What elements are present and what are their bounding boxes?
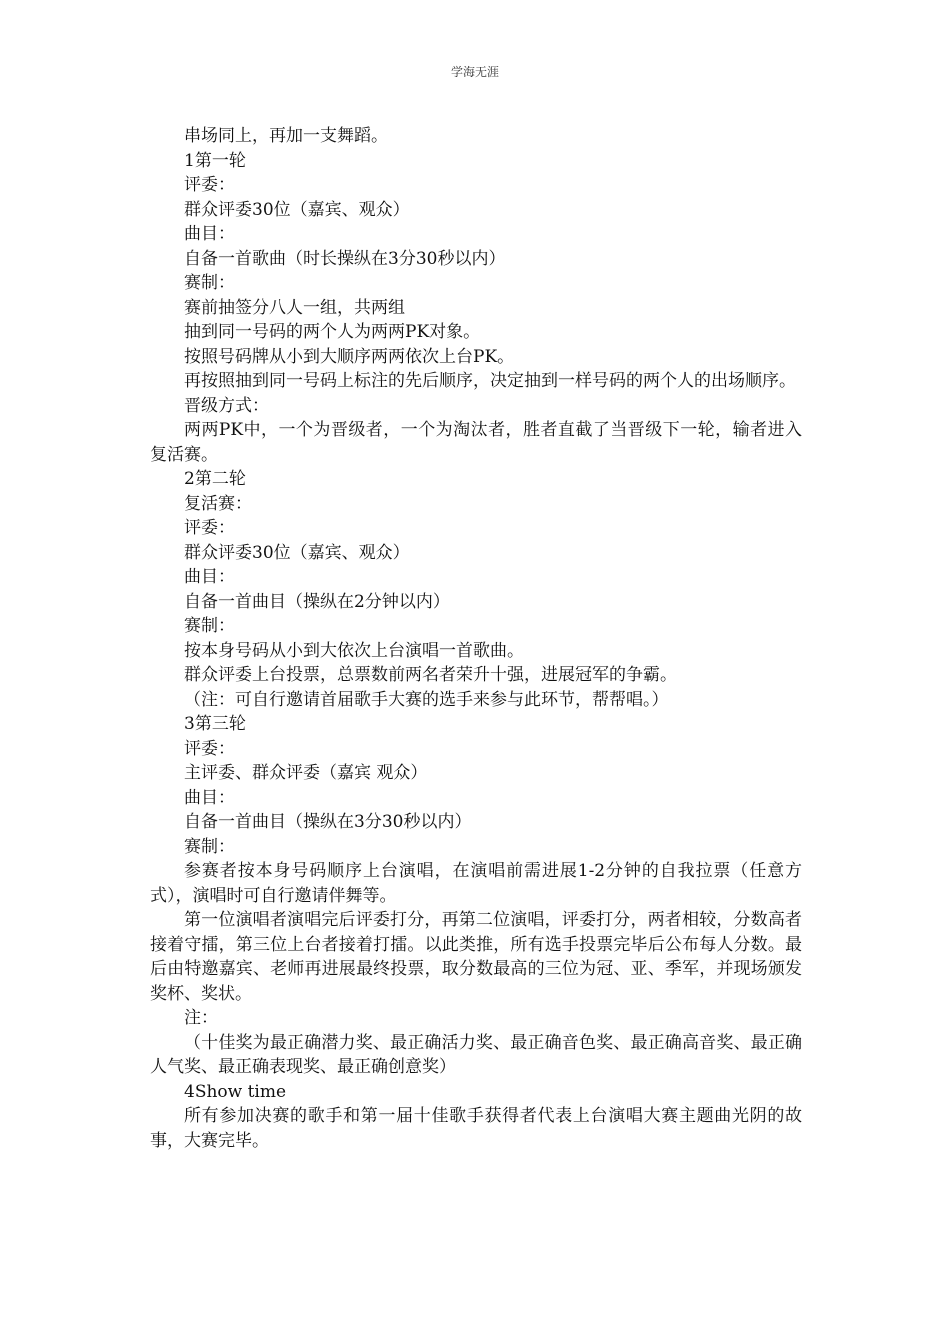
paragraph: 注： [184, 1008, 218, 1028]
section-heading-round-2: 2第二轮 [184, 469, 246, 489]
paragraph: 自备一首曲目（操纵在2分钟以内） [184, 591, 450, 612]
paragraph: 再按照抽到同一号码上标注的先后顺序，决定抽到一样号码的两个人的出场顺序。 [184, 371, 796, 391]
paragraph: （十佳奖为最正确潜力奖、最正确活力奖、最正确音色奖、最正确高音奖、最正确人气奖、最正确表现奖、最正确创意奖） [150, 1032, 802, 1077]
paragraph: 所有参加决赛的歌手和第一届十佳歌手获得者代表上台演唱大赛主题曲光阴的故事，大赛完毕。 [150, 1106, 802, 1151]
paragraph: 串场同上，再加一支舞蹈。 [184, 126, 388, 146]
document-body [150, 124, 802, 1153]
paragraph: 赛制： [184, 273, 235, 293]
paragraph: （注：可自行邀请首届歌手大赛的选手来参与此环节，帮帮唱。） [184, 689, 669, 710]
paragraph: 自备一首曲目（操纵在3分30秒以内） [184, 812, 472, 832]
paragraph: 按照号码牌从小到大顺序两两依次上台PK。 [184, 346, 515, 367]
paragraph: 曲目： [184, 787, 235, 808]
paragraph: 主评委、群众评委（嘉宾 观众） [184, 763, 428, 783]
section-heading-round-3: 3第三轮 [184, 714, 246, 734]
page-header: 学海无涯 [450, 65, 499, 79]
paragraph: 抽到同一号码的两个人为两两PK对象。 [184, 322, 481, 342]
paragraph: 两两PK中，一个为晋级者，一个为淘汰者，胜者直截了当晋级下一轮，输者进入复活赛。 [150, 420, 802, 465]
paragraph: 曲目： [184, 224, 235, 244]
paragraph: 复活赛： [184, 493, 252, 514]
paragraph: 自备一首歌曲（时长操纵在3分30秒以内） [184, 248, 506, 269]
section-heading-round-1: 1第一轮 [184, 150, 246, 171]
paragraph: 评委： [184, 738, 235, 759]
paragraph: 参赛者按本身号码顺序上台演唱，在演唱前需进展1-2分钟的自我拉票（任意方式），演唱时可自行邀请伴舞等。 [150, 861, 802, 906]
paragraph: 晋级方式： [184, 395, 269, 416]
paragraph: 评委： [184, 518, 235, 538]
paragraph: 曲目： [184, 567, 235, 587]
paragraph: 按本身号码从小到大依次上台演唱一首歌曲。 [184, 640, 524, 661]
paragraph: 群众评委30位（嘉宾、观众） [184, 199, 410, 220]
paragraph: 第一位演唱者演唱完后评委打分，再第二位演唱，评委打分，两者相较，分数高者接着守擂，第三位上台者接着打擂。以此类推，所有选手投票完毕后公布每人分数。最后由特邀嘉宾、老师再进展最终投票，取分数最高的三位为冠、亚、季军，并现场颁发奖杯、奖状。 [150, 910, 802, 1004]
paragraph: 赛前抽签分八人一组，共两组 [184, 297, 405, 318]
paragraph: 赛制： [184, 616, 235, 636]
section-heading-show-time: 4Show time [184, 1081, 287, 1102]
paragraph: 群众评委30位（嘉宾、观众） [184, 542, 410, 563]
paragraph: 评委： [184, 175, 235, 195]
paragraph: 群众评委上台投票，总票数前两名者荣升十强，进展冠军的争霸。 [184, 665, 677, 685]
paragraph: 赛制： [184, 836, 235, 857]
